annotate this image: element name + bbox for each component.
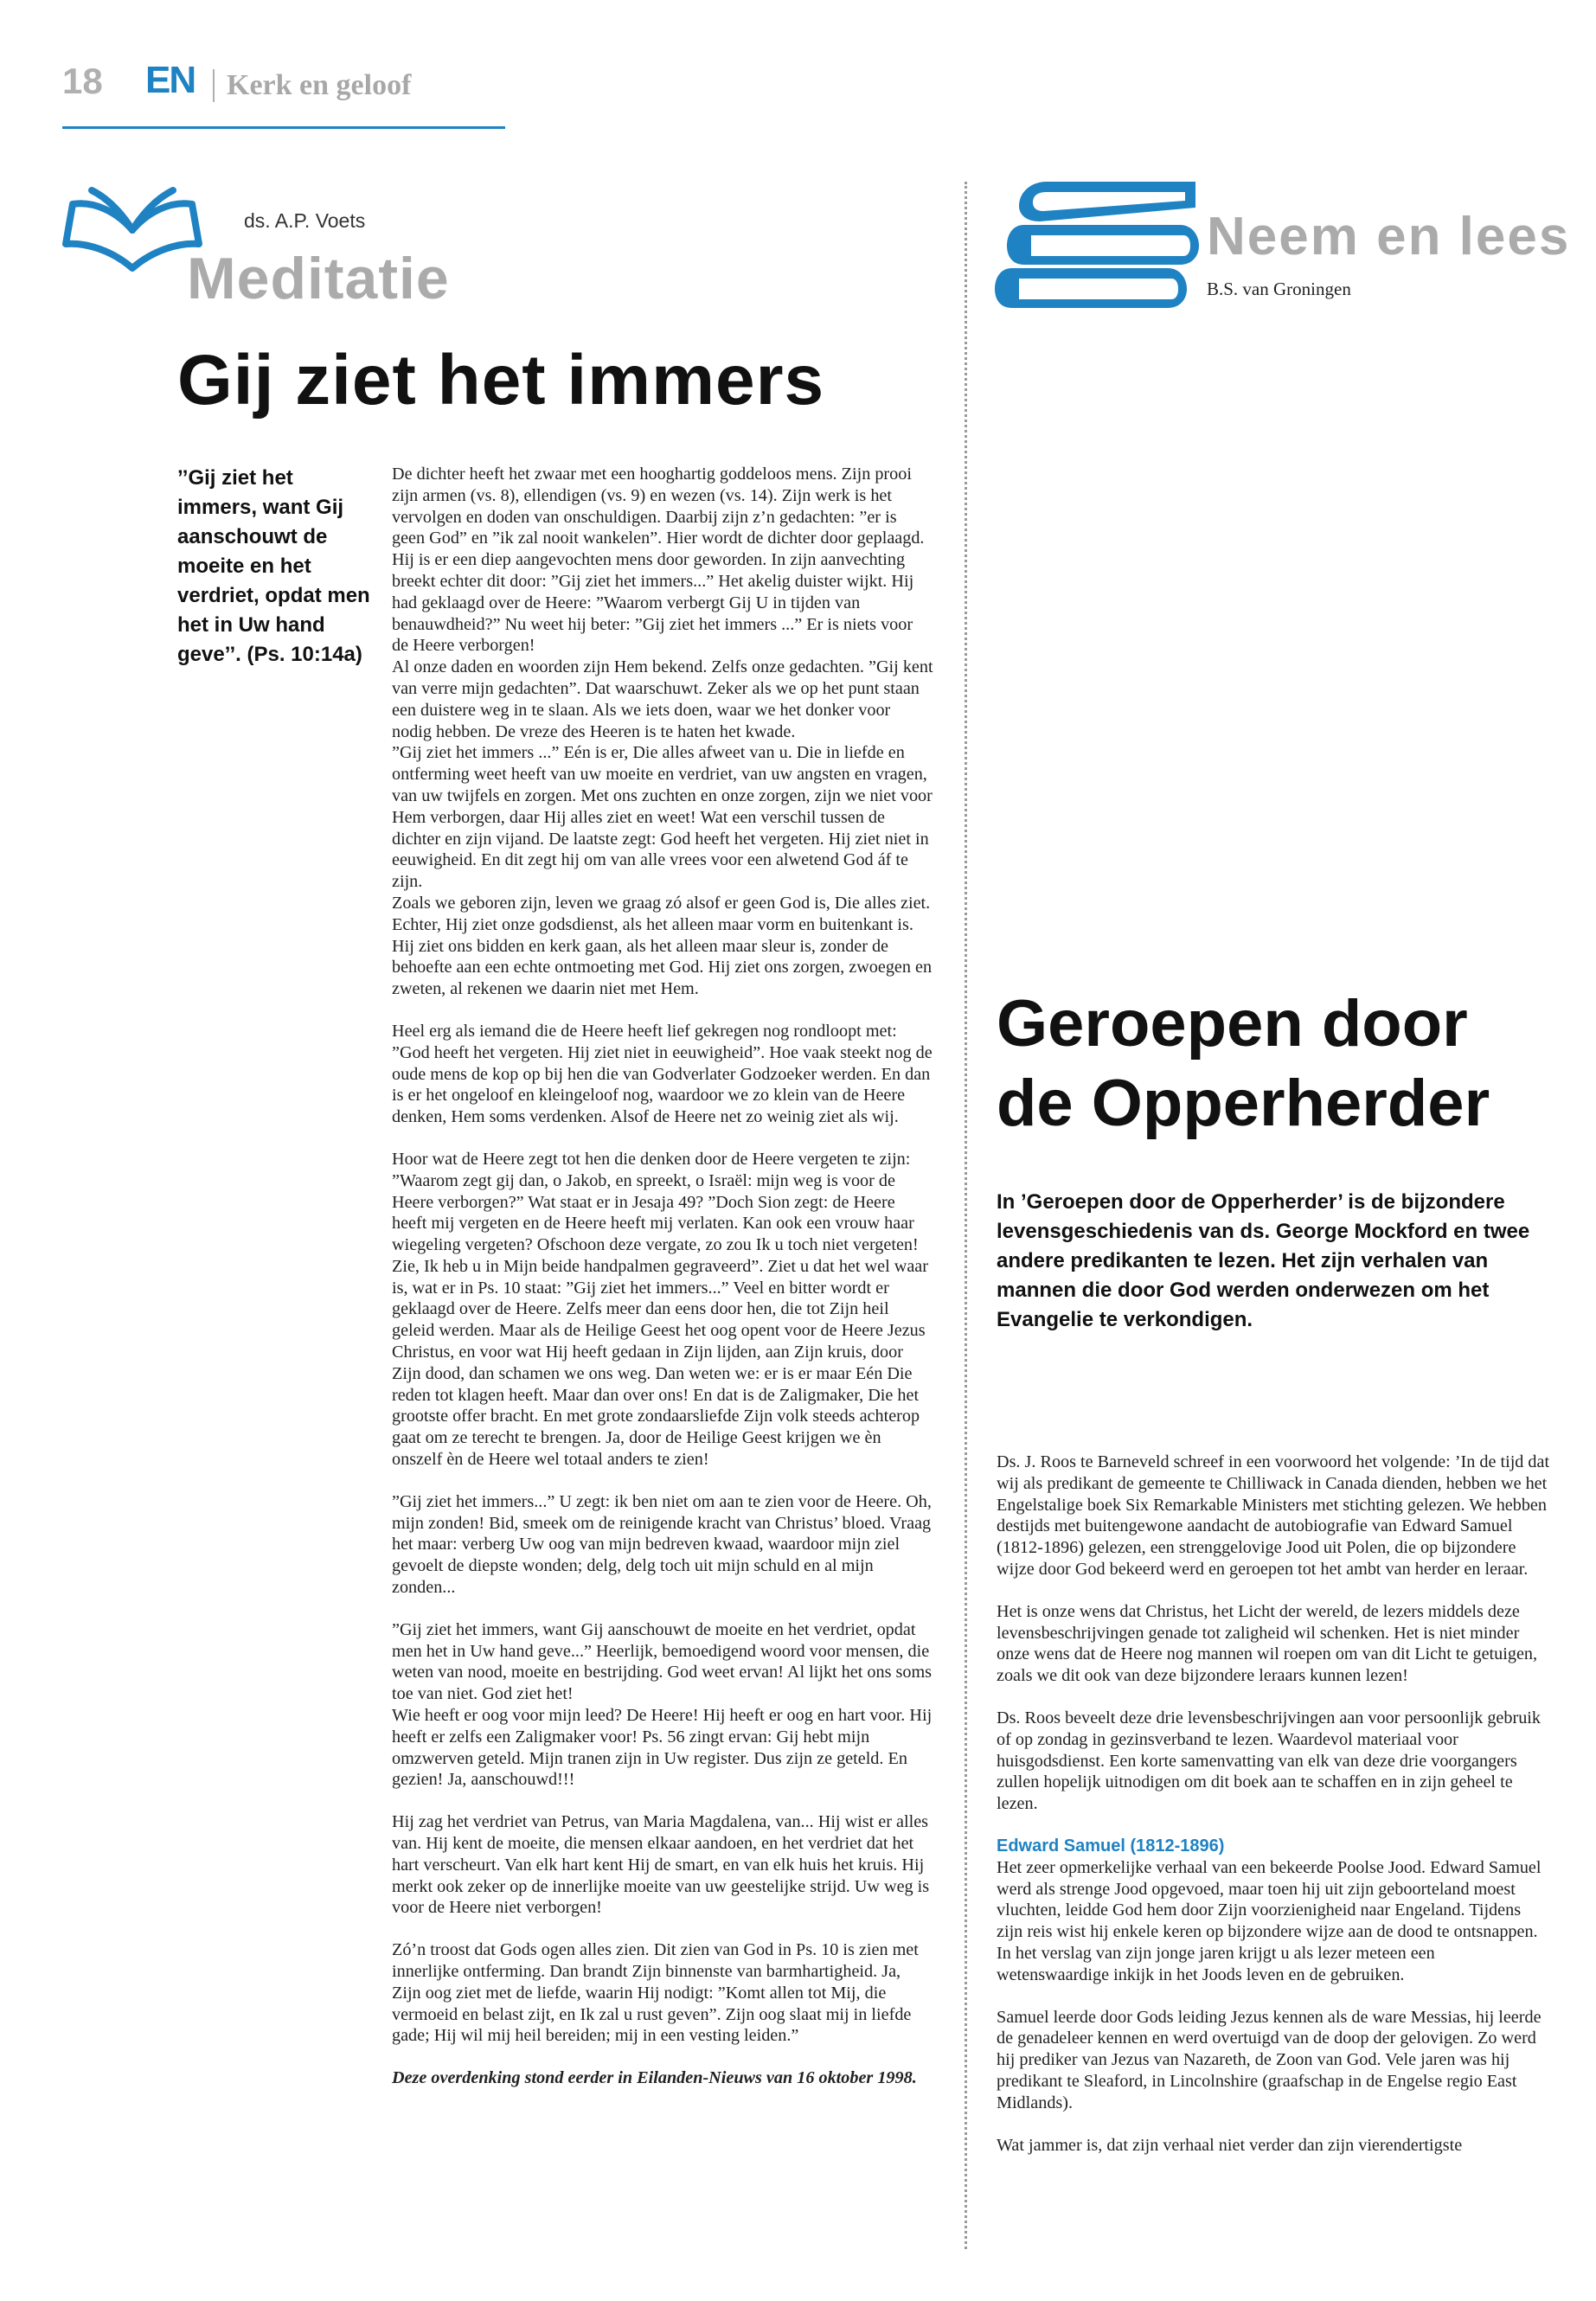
en-logo: EN [145, 59, 195, 101]
body-paragraph: De dichter heeft het zwaar met een hooghartig goddeloos mens. Zijn prooi zijn armen (vs. 8), ellendigen (vs. 9) en wezen (vs. 14). Zijn werk is het vervolgen en doden van onschuldigen. Daarbij zijn z’n gedachten: ”er is geen God” en ”ik zal nooit wankelen”. Hier wordt de dichter door geplaagd. Hij is er een diep aangevochten mens door geworden. In zijn aanvechting breekt echter dit door: ”Gij ziet het immers...” Het akelig duister wijkt. Hij had geklaagd over de Heere: ”Waarom verbergt Gij U in tijden van benauwdheid?” Nu weet hij beter: ”Gij ziet het immers ...” Er is niets voor de Heere verborgen! Al onze daden en woorden zijn Hem bekend. Zelfs onze gedachten. ”Gij kent van verre mijn gedachten”. Dat waarschuwt. Zeker als we op het punt staan een duistere weg in te slaan. Als we iets doen, waar we het donker voor nodig hebben. De vreze des Heeren is te haten het kwade. ”Gij ziet het immers ...” Eén is er, Die alles afweet van u. Die in liefde en ontferming weet heeft van uw moeite en verdriet, van uw angsten en vragen, van uw twijfels en zorgen. Met ons zuchten en onze zorgen, zijn we niet voor Hem verborgen, daar Hij alles ziet en weet! Wat een verschil tussen de dichter en zijn vijand. De laatste zegt: God heeft het vergeten. Hij ziet niet in eeuwigheid. En dit zegt hij om van alle vrees voor een alwetend God áf te zijn. Zoals we geboren zijn, leven we graag zó alsof er geen God is, Die alles ziet. Echter, Hij ziet onze godsdienst, als het alleen maar vorm en buitenkant is. Hij ziet ons bidden en kerk gaan, als het alleen maar sleur is, zonder de behoefte aan een echte ontmoeting met God. Hij ziet ons zorgen, zwoegen en zweten, al rekenen we daarin niet met Hem. [392, 465, 933, 999]
body-paragraph: Heel erg als iemand die de Heere heeft lief gekregen nog rondloopt met: ”God heeft het vergeten. Hij ziet niet in eeuwigheid”. Hoe vaak steekt nog de oude mens de kop op bij hen die van Godverlater Godzoeker werden. En dan is er het ongeloof en kleingeloof nog, waardoor we zo klein van de Heere denken, Hem soms verdenken. Alsof de Heere net zo weinig ziet als wij. [392, 1021, 933, 1127]
body-paragraph: Hij zag het verdriet van Petrus, van Maria Magdalena, van... Hij wist er alles van. Hij kent de moeite, die mensen elkaar aandoen, en het verdriet dat het hart verscheurt. Van elk hart kent Hij de smart, en van elk huis het kruis. Hij merkt ook zeker op de innerlijke moeite van uw geestelijke strijd. Uw weg is voor de Heere niet verborgen! [392, 1812, 930, 1918]
body-paragraph: Ds. J. Roos te Barneveld schreef in een voorwoord het volgende: ’In de tijd dat wij als predikant de gemeente te Chilliwack in Canada dienden, hebben we het Engelstalige boek Six Remarkable Ministers met stichting gelezen. We hebben destijds met buitengewone aandacht de autobiografie van Edward Samuel (1812-1896) gelezen, een strenggelovige Jood uit Polen, die op bijzondere wijze door God bekeerd werd en geroepen tot het ambt van herder en leraar. [997, 1452, 1550, 1579]
column-label-meditatie: Meditatie [187, 246, 450, 311]
review-intro: In ’Geroepen door de Opperherder’ is de bijzondere levensgeschiedenis van ds. George Mockford en twee andere predikanten te lezen. Het zijn verhalen van mannen die door God werden onderwezen om het Evangelie te verkondigen. [997, 1190, 1530, 1331]
review-author: B.S. van Groningen [1207, 279, 1351, 299]
body-paragraph: Het zeer opmerkelijke verhaal van een bekeerde Poolse Jood. Edward Samuel werd als strenge Jood opgevoed, maar toen hij uit zijn geboorteland moest vluchten, leidde God hem door Zijn voorzienigheid naar Engeland. Tijdens zijn reis wist hij enkele keren op bijzondere wijze aan de dood te ontsnappen. In het verslag van zijn jonge jaren krijgt u als lezer meteen een wetenswaardige inkijk in het Joods leven en de gebruiken. [997, 1857, 1542, 1984]
body-paragraph: Zó’n troost dat Gods ogen alles zien. Dit zien van God in Ps. 10 is zien met innerlijke ontferming. Dan brandt Zijn binnenste van barmhartigheid. Ja, Zijn oog ziet met de liefde, waarin Hij nodigt: ”Komt allen tot Mij, die vermoeid en belast zijt, en Ik zal u rust geven”. Zijn oog slaat mij in liefde gade; Hij wil mij heil bereiden; mij in een vesting leiden.” [392, 1940, 919, 2046]
page-number: 18 [62, 61, 103, 101]
stacked-books-icon [995, 182, 1202, 329]
pull-quote: ’’Gij ziet het immers, want Gij aanschouwt de moeite en het verdriet, opdat men het in Uw hand geve’’. (Ps. 10:14a) [177, 466, 370, 666]
review-subheading: Edward Samuel (1812-1896) [997, 1836, 1225, 1856]
review-body [997, 1452, 1550, 2156]
header-rule [62, 126, 505, 129]
body-paragraph: Samuel leerde door Gods leiding Jezus kennen als de ware Messias, hij leerde de genadeleer kennen en werd overtuigd van de doop der gelovigen. Zo werd hij prediker van Jezus van Nazareth, de Zoon van God. Vele jaren was hij predikant te Sleaford, in Lincolnshire (graafschap in de Engelse regio East Midlands). [997, 2007, 1542, 2112]
article-headline: Gij ziet het immers [177, 341, 825, 420]
header-separator [213, 69, 215, 102]
open-book-heart-icon [61, 182, 204, 277]
article-author: ds. A.P. Voets [244, 209, 366, 232]
body-paragraph: ”Gij ziet het immers, want Gij aanschouwt de moeite en het verdriet, opdat men het in Uw hand geve...” Heerlijk, bemoedigend woord voor mensen, die weten van nood, moeite en bestrijding. God weet ervan! Al lijkt het ons soms toe van niet. God ziet het! Wie heeft er oog voor mijn leed? De Heere! Hij heeft er oog en hart voor. Hij heeft er zelfs een Zaligmaker voor! Ps. 56 zingt ervan: Gij hebt mijn omzwerven geteld. Mijn tranen zijn in Uw register. Dus zijn ze geteld. En gezien! Ja, aanschouwd!!! [392, 1619, 933, 1790]
column-divider [965, 182, 967, 2249]
column-label-neem-en-lees: Neem en lees [1207, 207, 1571, 266]
review-headline: Geroepen door de Opperherder [997, 987, 1490, 1140]
body-paragraph: Hoor wat de Heere zegt tot hen die denken door de Heere vergeten te zijn: ”Waarom zegt gij dan, o Jakob, en spreekt, o Israël: mijn weg is voor de Heere verborgen?” Wat staat er in Jesaja 49? ”Doch Sion zegt: de Heere heeft mij vergeten en de Heere heeft mij verlaten. Kan ook een vrouw haar wiegeling vergeten? Ofschoon deze vergate, zo zou Ik u toch niet vergeten! Zie, Ik heb u in Mijn beide handpalmen gegraveerd”. Ziet u dat het wel waar is, wat er in Ps. 10 staat: ”Gij ziet het immers...” Veel en bitter wordt er geklaagd over de Heere. Zelfs meer dan eens door hen, die tot Zijn heil geleid werden. Maar als de Heilige Geest het oog opent voor de Heere Jezus Christus, en voor wat Hij heeft gedaan in Zijn lijden, aan Zijn kruis, door Zijn dood, dan schamen we ons weg. Dan weten we: er is er maar Eén Die reden tot klagen heeft. Maar dan over ons! En dat is de Zaligmaker, Die het grootste offer bracht. En met grote zondaarsliefde Zijn volk steeds achterop gaat om ze terecht te brengen. Ja, door de Heilige Geest krijgen we èn onszelf èn de Heere wel totaal anders te zien! [392, 1149, 928, 1470]
section-title: Kerk en geloof [227, 69, 412, 101]
article-body [392, 464, 933, 2089]
body-paragraph: Wat jammer is, dat zijn verhaal niet verder dan zijn vierendertigste [997, 2135, 1463, 2155]
body-paragraph: ”Gij ziet het immers...” U zegt: ik ben niet om aan te zien voor de Heere. Oh, mijn zonden! Bid, smeek om de reinigende kracht van Christus’ bloed. Vraag het maar: verberg Uw oog van mijn bedreven kwaad, waardoor mijn ziel gevoelt de diepste wonden; delg, delg toch uit mijn schuld en al mijn zonden... [392, 1491, 932, 1598]
body-paragraph: Het is onze wens dat Christus, het Licht der wereld, de lezers middels deze levensbeschrijvingen genade tot zaligheid wil schenken. Het is niet minder onze wens dat de Heere nog mannen wil roepen om van dit Licht te getuigen, zoals we dit ook van deze bijzondere leraars kunnen lezen! [997, 1601, 1538, 1686]
body-paragraph: Ds. Roos beveelt deze drie levensbeschrijvingen aan voor persoonlijk gebruik of op zondag in gezinsverband te lezen. Waardevol materiaal voor huisgodsdienst. Een korte samenvatting van elk van deze drie voorgangers zullen hopelijk uitnodigen om dit boek aan te schaffen en in zijn geheel te lezen. [997, 1708, 1541, 1814]
article-footnote: Deze overdenking stond eerder in Eilanden-Nieuws van 16 oktober 1998. [392, 2068, 917, 2088]
